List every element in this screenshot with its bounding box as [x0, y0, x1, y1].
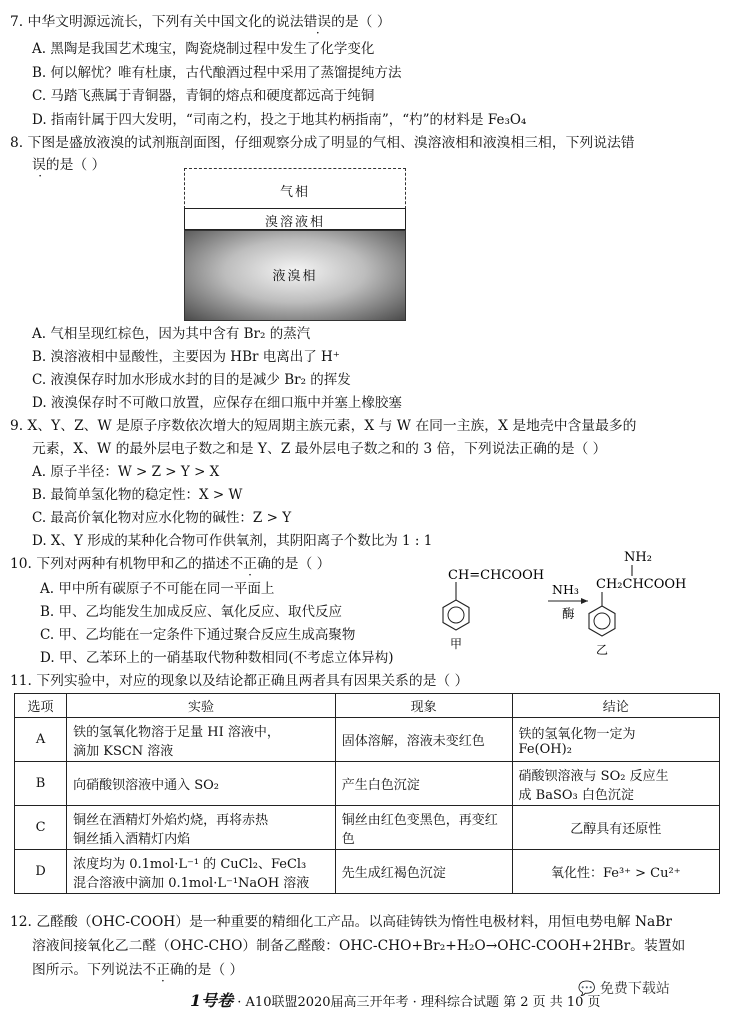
row-option: C: [15, 806, 67, 850]
q7-stem: 7. 中华文明源远流长，下列有关中国文化的说法错误的是（ ）: [10, 14, 391, 30]
footer-text: · A10联盟2020届高三开年考 · 理科综合试题 第 2 页 共 10 页: [233, 995, 601, 1010]
q12-stem-line3: 图所示。下列说法不正确的是（ ）: [32, 962, 244, 978]
q7-option-c: C. 马踏飞燕属于青铜器，青铜的熔点和硬度都远高于纯铜: [32, 88, 375, 104]
q10-option-b: B. 甲、乙均能发生加成反应、氧化反应、取代反应: [40, 604, 343, 620]
liquid-bromine-phase: [184, 230, 406, 321]
row-conclusion: 硝酸钡溶液与 SO₂ 反应生 成 BaSO₃ 白色沉淀: [512, 762, 719, 806]
yi-label: 乙: [596, 643, 609, 657]
yi-side-chain: CH₂CHCOOH: [596, 577, 687, 592]
q7-option-b: B. 何以解忧？唯有杜康，古代酿酒过程中采用了蒸馏提纯方法: [32, 65, 402, 81]
q7-option-a: A. 黑陶是我国艺术瑰宝，陶瓷烧制过程中发生了化学变化: [32, 41, 375, 57]
q12-stem-line1: 12. 乙醛酸（OHC-COOH）是一种重要的精细化工产品。以高硅铸铁为惰性电极材料，用恒电势电解 NaBr: [10, 914, 672, 930]
col-header-phenomenon: 现象: [335, 694, 512, 718]
q9-option-a: A. 原子半径：W > Z > Y > X: [32, 464, 220, 480]
q10-option-d: D. 甲、乙苯环上的一硝基取代物种数相同(不考虑立体异构): [40, 650, 394, 666]
bromine-solution-phase: [184, 208, 406, 230]
q8-option-b: B. 溴溶液相中显酸性，主要因为 HBr 电离出了 H⁺: [32, 349, 340, 365]
q11-stem: 11. 下列实验中，对应的现象以及结论都正确且两者具有因果关系的是（ ）: [10, 673, 469, 689]
q8-stem-line1: 8. 下图是盛放液溴的试剂瓶剖面图，仔细观察分成了明显的气相、溴溶液相和液溴相三相，下列说法错: [10, 135, 635, 151]
footer-logo: 1号卷: [190, 991, 234, 1010]
table-row: [15, 806, 720, 850]
row-phenomenon: 固体溶解，溶液未变红色: [335, 718, 512, 762]
q12-stem-line2: 溶液间接氧化乙二醛（OHC-CHO）制备乙醛酸：OHC-CHO+Br₂+H₂O→OHC-COOH+2HBr。装置如: [32, 938, 686, 954]
q11-table: [14, 693, 720, 894]
row-phenomenon: 铜丝由红色变黑色，再变红色: [335, 806, 512, 850]
reagent-enzyme: 酶: [562, 606, 575, 621]
table-row: [15, 718, 720, 762]
q8-option-c: C. 液溴保存时加水形成水封的目的是减少 Br₂ 的挥发: [32, 372, 351, 388]
table-header-row: [15, 694, 720, 718]
table-row: [15, 850, 720, 894]
gas-phase-label: 气相: [279, 185, 310, 200]
q10-option-a: A. 甲中所有碳原子不可能在同一平面上: [40, 581, 275, 597]
watermark: [578, 978, 670, 998]
row-option: D: [15, 850, 67, 894]
row-conclusion: 铁的氢氧化物一定为 Fe(OH)₂: [512, 718, 719, 762]
row-option: A: [15, 718, 67, 762]
q7-option-d: D. 指南针属于四大发明，“司南之杓，投之于地其杓柄指南”，“杓”的材料是 Fe₃O₄: [32, 112, 527, 128]
q10-option-c: C. 甲、乙均能在一定条件下通过聚合反应生成高聚物: [40, 627, 356, 643]
q8-option-d: D. 液溴保存时不可敞口放置，应保存在细口瓶中并塞上橡胶塞: [32, 395, 402, 411]
reagent-nh3: NH₃: [552, 582, 579, 597]
q8-option-a: A. 气相呈现红棕色，因为其中含有 Br₂ 的蒸汽: [32, 326, 311, 342]
col-header-experiment: 实验: [67, 694, 336, 718]
jia-label: 甲: [450, 637, 463, 651]
row-conclusion: 氧化性：Fe³⁺ > Cu²⁺: [512, 850, 719, 894]
row-experiment: 向硝酸钡溶液中通入 SO₂: [67, 762, 336, 806]
q9-stem-line1: 9. X、Y、Z、W 是原子序数依次增大的短周期主族元素，X 与 W 在同一主族，X 是地壳中含量最多的: [10, 418, 637, 434]
row-experiment: 铜丝在酒精灯外焰灼烧，再将赤热 铜丝插入酒精灯内焰: [67, 806, 336, 850]
reagent-bottle-diagram: [184, 168, 406, 321]
q8-stem-line2: 误的是（ ）: [32, 157, 106, 173]
chat-icon: 💬: [578, 981, 596, 997]
q9-option-d: D. X、Y 形成的某种化合物可作供氧剂，其阴阳离子个数比为 1 : 1: [32, 533, 433, 549]
yi-benzene-ring: [589, 592, 615, 636]
row-option: B: [15, 762, 67, 806]
row-phenomenon: 先生成红褐色沉淀: [335, 850, 512, 894]
row-conclusion: 乙醇具有还原性: [512, 806, 719, 850]
q10-structures: [430, 540, 720, 670]
row-phenomenon: 产生白色沉淀: [335, 762, 512, 806]
gas-phase: [184, 168, 406, 209]
q9-stem-line2: 元素，X、W 的最外层电子数之和是 Y、Z 最外层电子数之和的 3 倍，下列说法正确的是（ ）: [32, 441, 607, 457]
q9-option-c: C. 最高价氧化物对应水化物的碱性：Z > Y: [32, 510, 292, 526]
col-header-conclusion: 结论: [512, 694, 719, 718]
jia-side-chain: CH=CHCOOH: [448, 568, 545, 583]
row-experiment: 铁的氢氧化物溶于足量 HI 溶液中， 滴加 KSCN 溶液: [67, 718, 336, 762]
table-row: [15, 762, 720, 806]
page-footer: [190, 988, 601, 1011]
col-header-option: 选项: [15, 694, 67, 718]
q10-stem: 10. 下列对两种有机物甲和乙的描述不正确的是（ ）: [10, 556, 331, 572]
solution-phase-label: 溴溶液相: [264, 215, 325, 230]
jia-benzene-ring: [443, 582, 469, 630]
liquid-phase-label: 液溴相: [272, 269, 318, 284]
row-experiment: 浓度均为 0.1mol·L⁻¹ 的 CuCl₂、FeCl₃ 混合溶液中滴加 0.1mol·L⁻¹NaOH 溶液: [67, 850, 336, 894]
yi-amine-group: NH₂: [624, 550, 652, 565]
watermark-text: 免费下载站: [599, 981, 670, 997]
q9-option-b: B. 最简单氢化物的稳定性：X > W: [32, 487, 243, 503]
